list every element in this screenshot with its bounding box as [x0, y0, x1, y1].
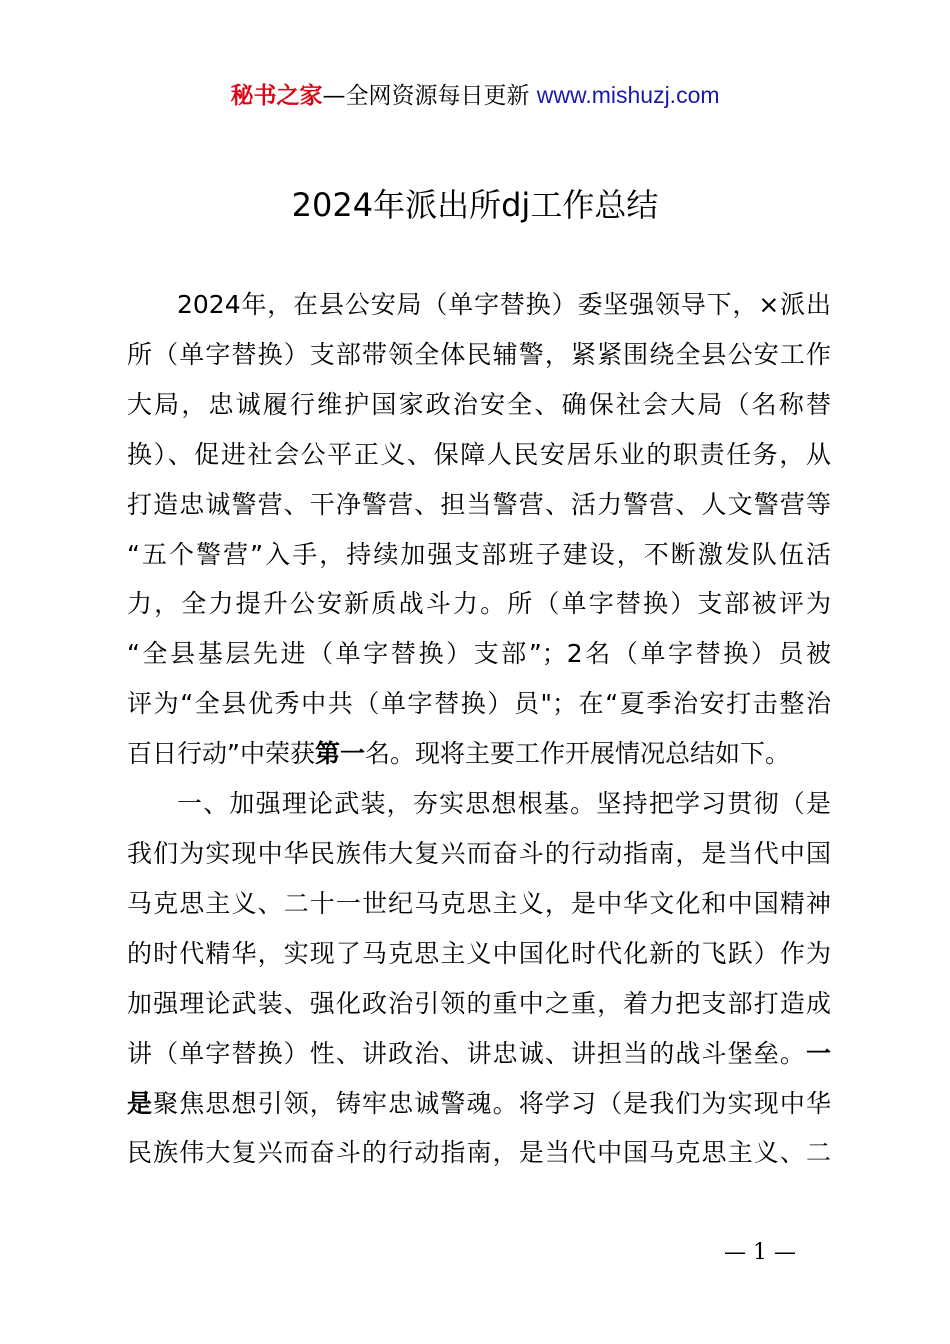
text-run: 讲（单字替换）性、讲政治、讲忠诚、讲担当的战斗堡垒。 [127, 1038, 806, 1068]
body-line: 的时代精华，实现了马克思主义中国化时代化新的飞跃）作为 [127, 938, 831, 968]
text-run: 百日行动”中荣获 [127, 739, 315, 769]
site-url[interactable]: www.mishuzj.com [536, 82, 720, 108]
text-run: 名。现将主要工作开展情况总结如下。 [364, 739, 790, 769]
body-line: 换）、促进社会公平正义、保障人民安居乐业的职责任务，从 [127, 439, 831, 469]
body-line: 民族伟大复兴而奋斗的行动指南，是当代中国马克思主义、二 [127, 1138, 831, 1168]
body-line [127, 729, 831, 779]
bold-run: 第一 [314, 739, 365, 769]
body-line: 马克思主义、二十一世纪马克思主义，是中华文化和中国精神 [127, 888, 831, 918]
site-header [0, 78, 950, 113]
body-line: 我们为实现中华民族伟大复兴而奋斗的行动指南，是当代中国 [127, 838, 831, 868]
body-line: 大局，忠诚履行维护国家政治安全、确保社会大局（名称替 [127, 389, 831, 419]
document-body [127, 280, 831, 1178]
brand-name: 秘书之家 [230, 83, 323, 109]
bold-run: 一 [805, 1038, 831, 1068]
page-number: — 1 — [724, 1240, 796, 1265]
body-line: “全县基层先进（单字替换）支部”；2名（单字替换）员被 [127, 639, 831, 669]
body-line: 评为“全县优秀中共（单字替换）员"；在“夏季治安打击整治 [127, 689, 831, 719]
body-line: 加强理论武装、强化政治引领的重中之重，着力把支部打造成 [127, 988, 831, 1018]
document-title: 2024年派出所dj工作总结 [291, 186, 659, 224]
text-run: 聚焦思想引领，铸牢忠诚警魂。将学习（是我们为实现中华 [153, 1088, 831, 1118]
body-line: 打造忠诚警营、干净警营、担当警营、活力警营、人文警营等 [127, 489, 831, 519]
section-heading-line: 一、加强理论武装，夯实思想根基。坚持把学习贯彻（是 [177, 789, 831, 819]
bold-run: 是 [127, 1088, 154, 1118]
body-line [127, 1079, 831, 1129]
body-line: 2024年，在县公安局（单字替换）委坚强领导下，×派出 [177, 290, 831, 319]
body-line [127, 1029, 831, 1079]
body-line: “五个警营”入手，持续加强支部班子建设，不断激发队伍活 [127, 539, 831, 569]
body-line: 所（单字替换）支部带领全体民辅警，紧紧围绕全县公安工作 [127, 339, 831, 369]
slogan: —全网资源每日更新 [322, 83, 530, 109]
body-line: 力，全力提升公安新质战斗力。所（单字替换）支部被评为 [127, 589, 831, 619]
